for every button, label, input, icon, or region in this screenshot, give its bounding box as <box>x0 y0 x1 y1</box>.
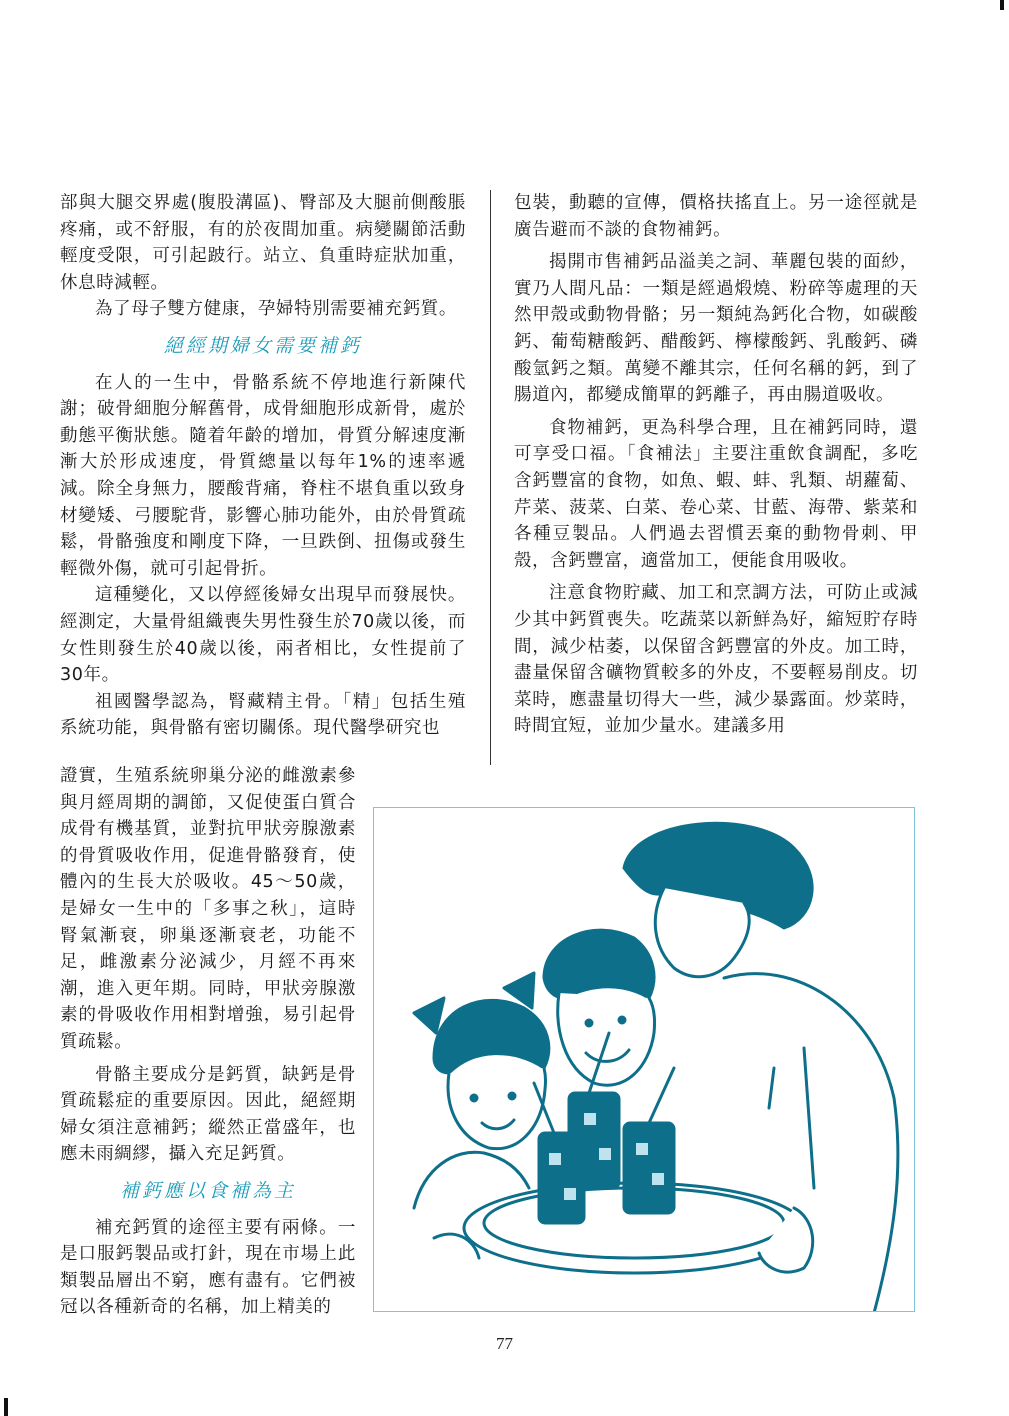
left-column <box>60 190 466 742</box>
paragraph: 注意食物貯藏、加工和烹調方法，可防止或減少其中鈣質喪失。吃蔬菜以新鮮為好，縮短貯存時間，減少枯萎，以保留含鈣豐富的外皮。加工時，盡量保留含礦物質較多的外皮，不要輕易削皮。切菜時，應盡量切得大一些，減少暴露面。炒菜時，時間宜短，並加少量水。建議多用 <box>514 583 918 737</box>
paragraph: 這種變化，又以停經後婦女出現早而發展快。經測定，大量骨組織喪失男性發生於70歲以後，而女性則發生於40歲以後，兩者相比，女性提前了30年。 <box>60 585 466 686</box>
paragraph: 骨骼主要成分是鈣質，缺鈣是骨質疏鬆症的重要原因。因此，絕經期婦女須注意補鈣；縱然正當盛年，也應未雨綢繆，攝入充足鈣質。 <box>60 1064 356 1165</box>
mother-children-drinks-illustration <box>374 808 915 1312</box>
paragraph: 證實，生殖系統卵巢分泌的雌激素參與月經周期的調節，又促使蛋白質合成骨有機基質，並對抗甲狀旁腺激素的骨質吸收作用，促進骨骼發育，使體內的生長大於吸收。45～50歲，是婦女一生中的「多事之秋」，這時腎氣漸衰，卵巢逐漸衰老，功能不足，雌激素分泌減少，月經不再來潮，進入更年期。同時，甲狀旁腺激素的骨吸收作用相對增強，易引起骨質疏鬆。 <box>60 766 356 1052</box>
glass-2 <box>569 1093 619 1188</box>
scan-edge-mark <box>1000 0 1004 10</box>
illustration-frame <box>373 807 915 1312</box>
paragraph: 食物補鈣，更為科學合理，且在補鈣同時，還可享受口福。「食補法」主要注重飲食調配，多吃含鈣豐富的食物，如魚、蝦、蚌、乳類、胡蘿蔔、芹菜、菠菜、白菜、卷心菜、甘藍、海帶、紫菜和各種豆製品。人們過去習慣丟棄的動物骨刺、甲殼，含鈣豐富，適當加工，便能食用吸收。 <box>514 417 918 571</box>
paragraph: 為了母子雙方健康，孕婦特別需要補充鈣質。 <box>95 299 457 320</box>
paragraph: 揭開市售補鈣品溢美之詞、華麗包裝的面紗，實乃人間凡品：一類是經過煅燒、粉碎等處理的天然甲殼或動物骨骼；另一類純為鈣化合物，如碳酸鈣、葡萄糖酸鈣、醋酸鈣、檸檬酸鈣、乳酸鈣、磷酸氫鈣之類。萬變不離其宗，任何名稱的鈣，到了腸道內，都變成簡單的鈣離子，再由腸道吸收。 <box>514 252 918 406</box>
glass-3 <box>624 1123 674 1213</box>
scan-edge-mark <box>4 1398 8 1416</box>
section-heading-food-supplement: 補鈣應以食補為主 <box>119 1179 296 1202</box>
paragraph: 補充鈣質的途徑主要有兩條。一是口服鈣製品或打針，現在市場上此類製品層出不窮，應有盡有。它們被冠以各種新奇的名稱，加上精美的 <box>60 1217 356 1318</box>
section-heading-menopause: 絕經期婦女需要補鈣 <box>163 334 362 357</box>
column-divider <box>490 190 491 765</box>
girl-bow-left <box>414 998 444 1033</box>
paragraph: 在人的一生中，骨骼系統不停地進行新陳代謝；破骨細胞分解舊骨，成骨細胞形成新骨，處於動態平衡狀態。隨着年齡的增加，骨質分解速度漸漸大於形成速度，骨質總量以每年1%的速率遞減。除全身無力，腰酸背痛，脊柱不堪負重以致身材變矮、弓腰駝背，影響心肺功能外，由於骨質疏鬆，骨骼強度和剛度下降，一旦跌倒、扭傷或發生輕微外傷，就可引起骨折。 <box>60 372 466 579</box>
girl-hair <box>434 1000 549 1073</box>
girl-face <box>448 1068 545 1149</box>
left-narrow-column <box>60 763 356 1321</box>
paragraph: 部與大腿交界處(腹股溝區)、臀部及大腿前側酸脹疼痛，或不舒服，有的於夜間加重。病變關節活動輕度受限，可引起跛行。站立、負重時症狀加重，休息時減輕。 <box>60 193 466 293</box>
paragraph: 祖國醫學認為，腎藏精主骨。「精」包括生殖系統功能，與骨骼有密切關係。現代醫學研究也 <box>60 691 466 739</box>
paragraph: 包裝，動聽的宣傳，價格扶搖直上。另一途徑就是廣告避而不談的食物補鈣。 <box>514 193 918 240</box>
right-column <box>514 190 918 740</box>
page-number: 77 <box>496 1334 513 1353</box>
boy-hair <box>544 930 654 998</box>
